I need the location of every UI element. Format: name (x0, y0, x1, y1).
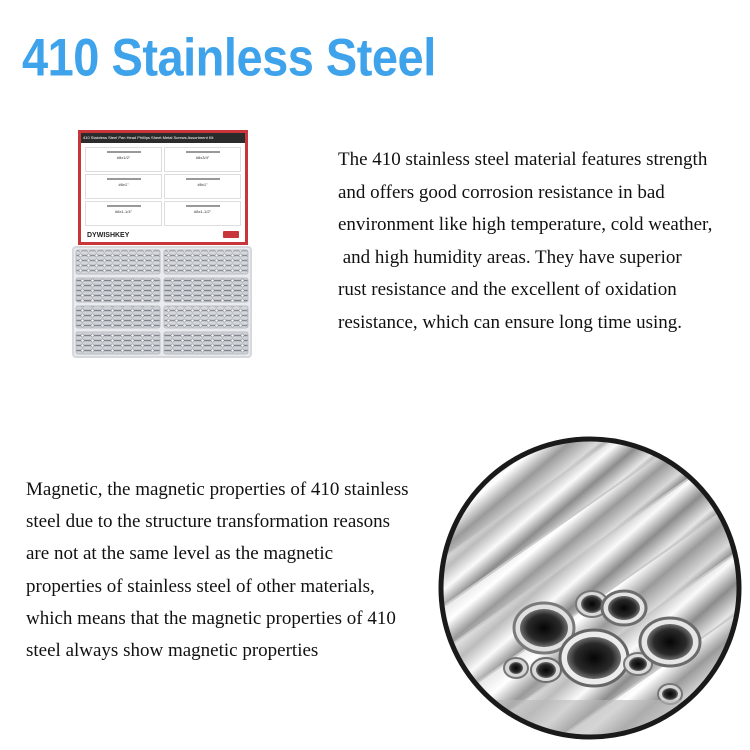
text-line: environment like high temperature, cold weather, (338, 214, 713, 235)
text-line: and high humidity areas. They have superior (338, 246, 682, 268)
screw-tray (72, 246, 252, 358)
size-cell: #8x1/2" (85, 147, 162, 172)
text-line: properties of stainless steel of other materials, (26, 575, 375, 597)
brand-tag (223, 231, 239, 238)
text-line: are not at the same level as the magnetic (26, 543, 334, 565)
text-line: Magnetic, the magnetic properties of 410 stainless (26, 479, 409, 500)
corrosion-resistance-text (338, 144, 750, 339)
card-size-grid (85, 147, 241, 226)
size-cell: #8x3/4" (164, 147, 241, 172)
text-line: The 410 stainless steel material features strength (338, 149, 708, 170)
size-cell: #8x1" (85, 174, 162, 199)
screw-tray-compartments (74, 248, 250, 356)
page-title: 410 Stainless Steel (22, 27, 436, 87)
brand-label: DYWISHKEY (87, 232, 130, 239)
steel-tubes-image (434, 432, 746, 744)
size-cell: #8x1" (164, 174, 241, 199)
card-header: 410 Stainless Steel Pan Head Phillips Sheet Metal Screws Assortment Kit (81, 133, 245, 143)
screw-assortment-box-image (66, 130, 256, 362)
text-line: which means that the magnetic properties of 410 (26, 607, 396, 629)
size-cell: #8x1-1/4" (85, 201, 162, 226)
text-line: steel always show magnetic properties (26, 640, 319, 662)
text-line: and offers good corrosion resistance in bad (338, 181, 665, 203)
packaging-card (78, 130, 248, 245)
text-line: resistance, which can ensure long time using. (338, 311, 683, 333)
size-cell: #8x1-1/2" (164, 201, 241, 226)
text-line: steel due to the structure transformation reasons (26, 511, 391, 533)
magnetic-properties-text (26, 474, 446, 667)
text-line: rust resistance and the excellent of oxidation (338, 279, 677, 300)
